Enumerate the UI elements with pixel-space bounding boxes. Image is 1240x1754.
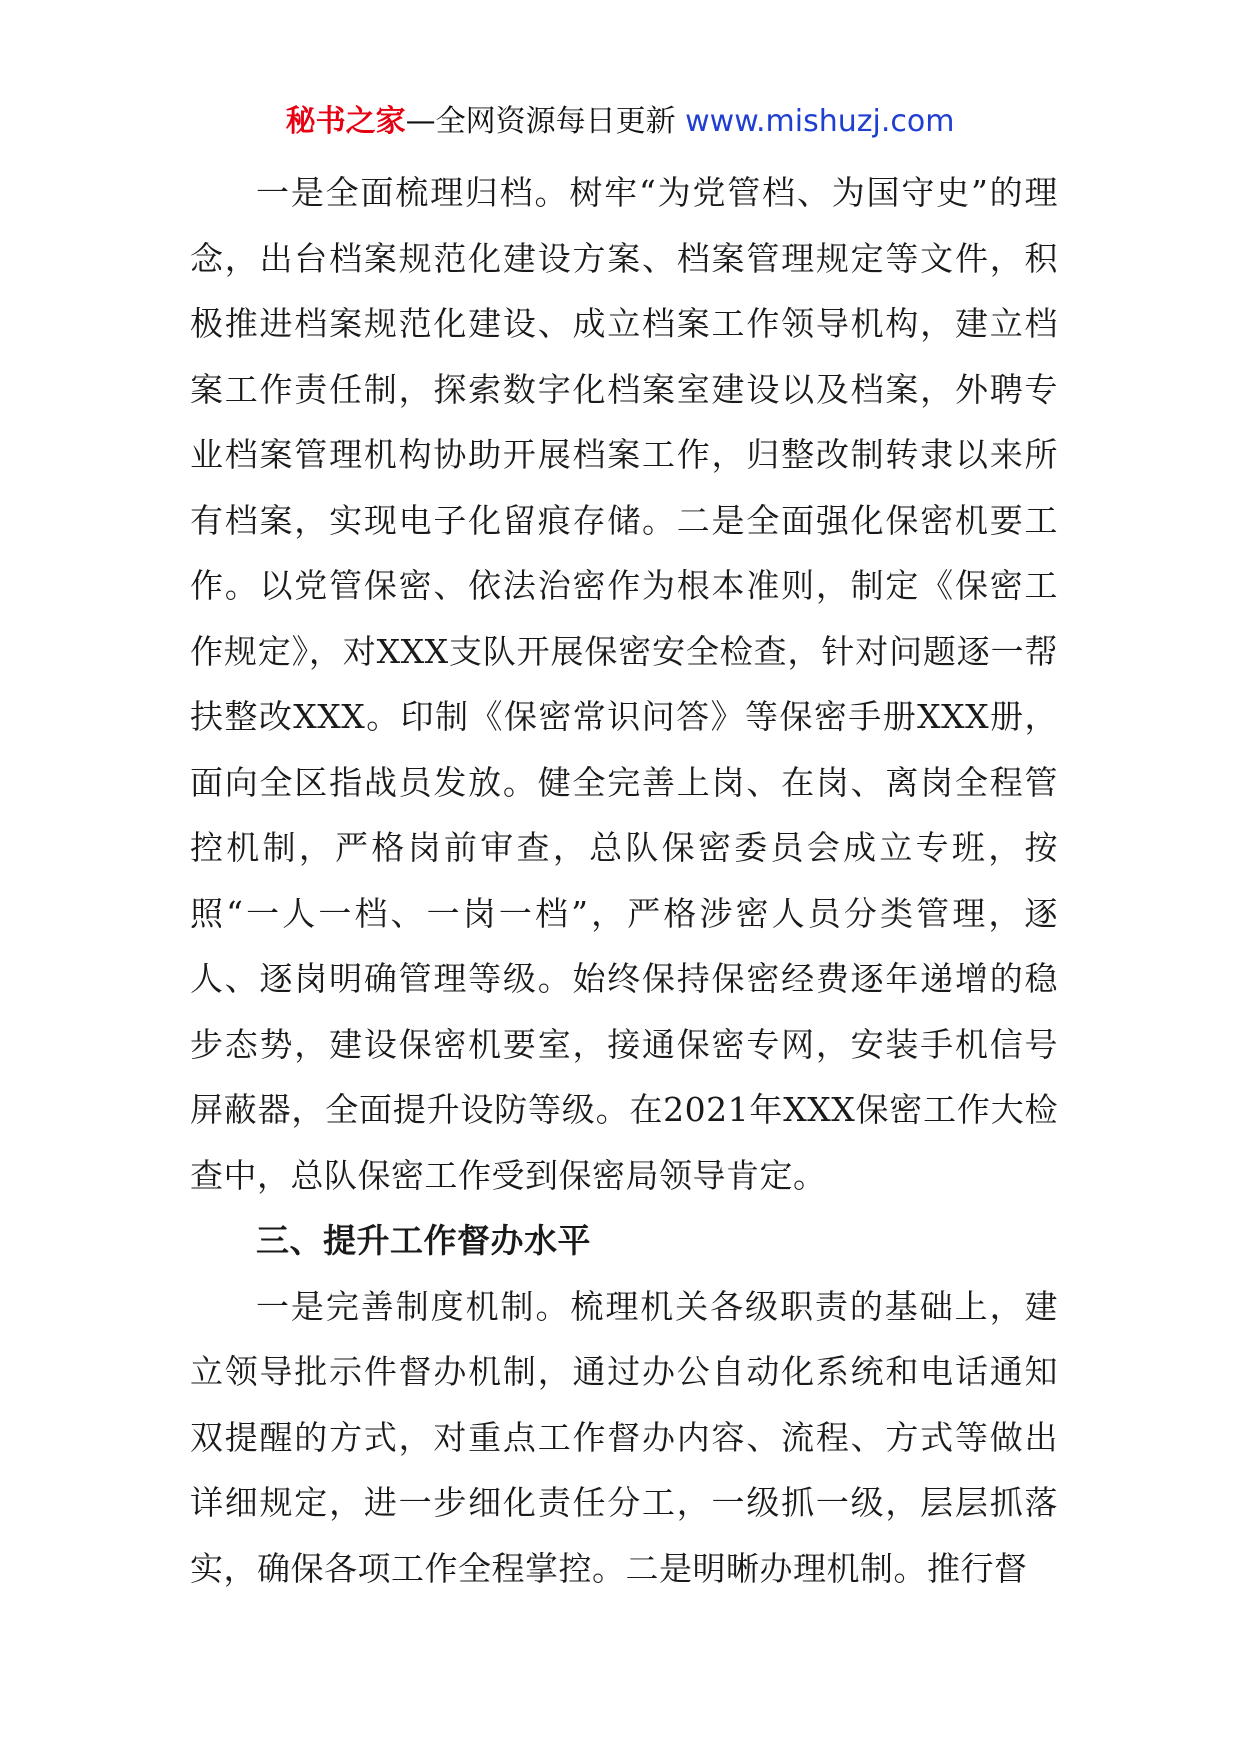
site-tagline: —全网资源每日更新 [405, 104, 686, 139]
site-url-link[interactable]: www.mishuzj.com [685, 104, 955, 139]
document-body [190, 160, 1058, 1601]
body-paragraph: 一是全面梳理归档。树牢“为党管档、为国守史”的理念，出台档案规范化建设方案、档案管理规定等文件，积极推进档案规范化建设、成立档案工作领导机构，建立档案工作责任制，探索数字化档案室建设以及档案，外聘专业档案管理机构协助开展档案工作，归整改制转隶以来所有档案，实现电子化留痕存储。二是全面强化保密机要工作。以党管保密、依法治密作为根本准则，制定《保密工作规定》，对XXX支队开展保密安全检查，针对问题逐一帮扶整改XXX。印制《保密常识问答》等保密手册XXX册，面向全区指战员发放。健全完善上岗、在岗、离岗全程管控机制，严格岗前审查，总队保密委员会成立专班，按照“一人一档、一岗一档”，严格涉密人员分类管理，逐人、逐岗明确管理等级。始终保持保密经费逐年递增的稳步态势，建设保密机要室，接通保密专网，安装手机信号屏蔽器，全面提升设防等级。在2021年XXX保密工作大检查中，总队保密工作受到保密局领导肯定。 [190, 173, 1058, 1195]
site-header [0, 100, 1240, 144]
section-heading: 三、提升工作督办水平 [256, 1221, 591, 1260]
body-paragraph: 一是完善制度机制。梳理机关各级职责的基础上，建立领导批示件督办机制，通过办公自动化系统和电话通知双提醒的方式，对重点工作督办内容、流程、方式等做出详细规定，进一步细化责任分工，一级抓一级，层层抓落实，确保各项工作全程掌控。二是明晰办理机制。推行督 [190, 1286, 1058, 1588]
site-brand: 秘书之家 [285, 104, 406, 139]
